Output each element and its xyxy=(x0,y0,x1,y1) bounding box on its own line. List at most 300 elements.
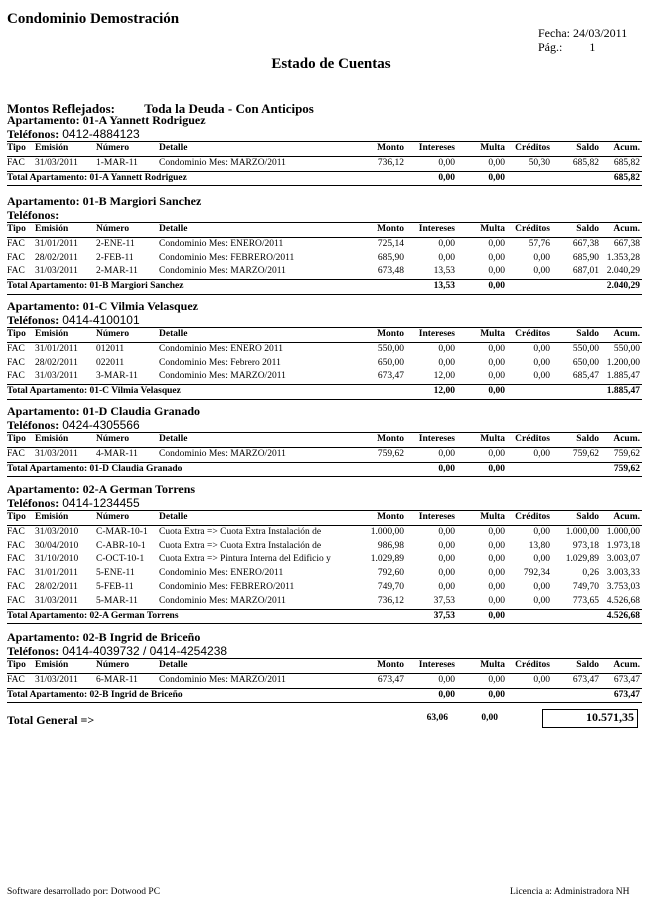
column-header-intereses: Intereses xyxy=(418,512,455,522)
cell-creditos: 792,34 xyxy=(523,568,550,579)
cell-emision: 31/03/2010 xyxy=(35,526,79,537)
phones-label: Teléfonos: xyxy=(7,127,60,141)
table-row xyxy=(7,595,642,609)
apartment-section xyxy=(7,195,642,295)
cell-acum: 3.003,33 xyxy=(606,568,640,579)
cell-acum: 3.003,07 xyxy=(606,554,640,565)
table-header xyxy=(7,510,642,526)
cell-detalle: Condominio Mes: MARZO/2011 xyxy=(159,595,286,606)
apartment-total-row xyxy=(7,171,642,187)
column-header-monto: Monto xyxy=(377,512,404,522)
cell-monto: 759,62 xyxy=(377,448,404,459)
cell-multa: 0,00 xyxy=(488,540,505,551)
cell-numero: 012011 xyxy=(96,343,125,354)
cell-creditos: 0,00 xyxy=(533,266,550,277)
cell-saldo: 1.029,89 xyxy=(565,554,599,565)
apartment-total-row xyxy=(7,609,642,625)
column-header-creditos: Créditos xyxy=(515,224,550,234)
cell-emision: 31/01/2011 xyxy=(35,343,78,354)
cell-multa: 0,00 xyxy=(488,343,505,354)
phones-value: 0414-4039732 / 0414-4254238 xyxy=(62,644,228,658)
column-header-detalle: Detalle xyxy=(159,143,188,153)
column-header-saldo: Saldo xyxy=(576,143,599,153)
apartment-total-row xyxy=(7,384,642,400)
column-header-saldo: Saldo xyxy=(576,660,599,670)
cell-intereses: 12,00 xyxy=(433,371,455,382)
total-label: Total Apartamento: 01-A Yannett Rodriguez xyxy=(7,172,187,183)
column-header-multa: Multa xyxy=(480,143,505,153)
cell-emision: 31/03/2011 xyxy=(35,595,78,606)
cell-creditos: 0,00 xyxy=(533,554,550,565)
cell-saldo: 650,00 xyxy=(572,357,599,368)
table-row xyxy=(7,265,642,279)
cell-emision: 31/03/2011 xyxy=(35,266,78,277)
apartment-phones xyxy=(7,127,642,141)
cell-acum: 3.753,03 xyxy=(606,581,640,592)
cell-tipo: FAC xyxy=(7,357,25,368)
cell-monto: 673,47 xyxy=(377,371,404,382)
cell-detalle: Condominio Mes: ENERO/2011 xyxy=(159,568,284,579)
cell-intereses: 0,00 xyxy=(438,674,455,685)
cell-multa: 0,00 xyxy=(488,252,505,263)
cell-intereses: 0,00 xyxy=(438,238,455,249)
cell-multa: 0,00 xyxy=(488,266,505,277)
apartment-title: Apartamento: 01-D Claudia Granado xyxy=(7,404,201,418)
table-header xyxy=(7,327,642,343)
apartment-title: Apartamento: 01-C Vilmia Velasquez xyxy=(7,299,198,313)
cell-intereses: 0,00 xyxy=(438,581,455,592)
cell-tipo: FAC xyxy=(7,266,25,277)
table-header xyxy=(7,658,642,674)
cell-numero: 2-MAR-11 xyxy=(96,266,138,277)
total-general-label: Total General => xyxy=(7,713,95,727)
apartment-section xyxy=(7,631,642,703)
column-header-tipo: Tipo xyxy=(7,660,26,670)
phones-label: Teléfonos: xyxy=(7,208,60,222)
column-header-monto: Monto xyxy=(377,660,404,670)
cell-acum: 1.973,18 xyxy=(606,540,640,551)
column-header-intereses: Intereses xyxy=(418,660,455,670)
total-intereses: 0,00 xyxy=(438,463,455,474)
cell-saldo: 0,26 xyxy=(582,568,599,579)
cell-numero: C-OCT-10-1 xyxy=(96,554,145,565)
column-header-multa: Multa xyxy=(480,329,505,339)
column-header-creditos: Créditos xyxy=(515,329,550,339)
cell-numero: 6-MAR-11 xyxy=(96,674,138,685)
cell-tipo: FAC xyxy=(7,448,25,459)
table-row xyxy=(7,567,642,581)
cell-creditos: 0,00 xyxy=(533,674,550,685)
page-label: Pág.: xyxy=(538,40,563,54)
total-multa: 0,00 xyxy=(488,689,505,700)
cell-acum: 759,62 xyxy=(613,448,640,459)
total-label: Total Apartamento: 02-B Ingrid de Briceño xyxy=(7,689,183,700)
cell-monto: 736,12 xyxy=(377,595,404,606)
column-header-numero: Número xyxy=(96,512,130,522)
column-header-acum: Acum. xyxy=(613,512,640,522)
cell-detalle: Condominio Mes: Febrero 2011 xyxy=(159,357,281,368)
column-header-acum: Acum. xyxy=(613,329,640,339)
cell-tipo: FAC xyxy=(7,371,25,382)
cell-numero: C-ABR-10-1 xyxy=(96,540,146,551)
total-multa: 0,00 xyxy=(488,172,505,183)
column-header-detalle: Detalle xyxy=(159,512,188,522)
apartment-total-row xyxy=(7,279,642,295)
montos-value: Toda la Deuda - Con Anticipos xyxy=(144,101,314,116)
cell-tipo: FAC xyxy=(7,540,25,551)
total-intereses: 0,00 xyxy=(438,172,455,183)
table-row xyxy=(7,448,642,462)
cell-monto: 725,14 xyxy=(377,238,404,249)
apartment-total-row xyxy=(7,688,642,704)
date-value: 24/03/2011 xyxy=(573,26,628,40)
cell-multa: 0,00 xyxy=(488,568,505,579)
cell-monto: 986,98 xyxy=(377,540,404,551)
cell-detalle: Condominio Mes: ENERO/2011 xyxy=(159,238,284,249)
cell-detalle: Condominio Mes: MARZO/2011 xyxy=(159,448,286,459)
total-general-multa: 0,00 xyxy=(481,713,498,723)
cell-emision: 28/02/2011 xyxy=(35,581,78,592)
cell-intereses: 0,00 xyxy=(438,357,455,368)
cell-emision: 28/02/2011 xyxy=(35,252,78,263)
cell-tipo: FAC xyxy=(7,568,25,579)
footer-license: Licencia a: Administradora NH xyxy=(510,887,630,897)
phones-label: Teléfonos: xyxy=(7,644,60,658)
apartment-total-row xyxy=(7,462,642,478)
cell-intereses: 0,00 xyxy=(438,526,455,537)
column-header-intereses: Intereses xyxy=(418,329,455,339)
apartment-section xyxy=(7,483,642,624)
company-name: Condominio Demostración xyxy=(7,11,180,27)
cell-monto: 749,70 xyxy=(377,581,404,592)
total-acum: 4.526,68 xyxy=(606,610,640,621)
cell-creditos: 0,00 xyxy=(533,357,550,368)
cell-intereses: 0,00 xyxy=(438,448,455,459)
cell-multa: 0,00 xyxy=(488,526,505,537)
column-header-numero: Número xyxy=(96,434,130,444)
column-header-tipo: Tipo xyxy=(7,329,26,339)
cell-saldo: 667,38 xyxy=(572,238,599,249)
phones-label: Teléfonos: xyxy=(7,313,60,327)
cell-multa: 0,00 xyxy=(488,371,505,382)
total-label: Total Apartamento: 01-C Vilmia Velasquez xyxy=(7,386,181,397)
montos-label: Montos Reflejados: xyxy=(7,101,115,116)
table-row xyxy=(7,357,642,371)
apartment-title: Apartamento: 01-A Yannett Rodriguez xyxy=(7,113,206,127)
table-row xyxy=(7,157,642,171)
phones-label: Teléfonos: xyxy=(7,418,60,432)
cell-acum: 4.526,68 xyxy=(606,595,640,606)
table-row xyxy=(7,581,642,595)
cell-acum: 2.040,29 xyxy=(606,266,640,277)
cell-tipo: FAC xyxy=(7,581,25,592)
column-header-monto: Monto xyxy=(377,434,404,444)
cell-acum: 550,00 xyxy=(613,343,640,354)
cell-detalle: Condominio Mes: MARZO/2011 xyxy=(159,157,286,168)
column-header-creditos: Créditos xyxy=(515,512,550,522)
cell-saldo: 685,82 xyxy=(572,157,599,168)
column-header-detalle: Detalle xyxy=(159,329,188,339)
cell-creditos: 0,00 xyxy=(533,581,550,592)
cell-creditos: 13,80 xyxy=(528,540,550,551)
cell-detalle: Condominio Mes: ENERO 2011 xyxy=(159,343,283,354)
column-header-numero: Número xyxy=(96,329,130,339)
column-header-saldo: Saldo xyxy=(576,434,599,444)
column-header-intereses: Intereses xyxy=(418,143,455,153)
cell-numero: C-MAR-10-1 xyxy=(96,526,148,537)
cell-saldo: 973,18 xyxy=(572,540,599,551)
cell-intereses: 0,00 xyxy=(438,554,455,565)
cell-emision: 31/03/2011 xyxy=(35,674,78,685)
table-row xyxy=(7,526,642,540)
cell-intereses: 13,53 xyxy=(433,266,455,277)
cell-intereses: 0,00 xyxy=(438,568,455,579)
column-header-saldo: Saldo xyxy=(576,512,599,522)
cell-multa: 0,00 xyxy=(488,595,505,606)
cell-tipo: FAC xyxy=(7,595,25,606)
table-row xyxy=(7,343,642,357)
cell-intereses: 0,00 xyxy=(438,157,455,168)
cell-tipo: FAC xyxy=(7,674,25,685)
total-label: Total Apartamento: 01-B Margiori Sanchez xyxy=(7,281,184,292)
cell-multa: 0,00 xyxy=(488,357,505,368)
cell-saldo: 773,65 xyxy=(572,595,599,606)
cell-acum: 1.200,00 xyxy=(606,357,640,368)
cell-acum: 1.000,00 xyxy=(606,526,640,537)
cell-emision: 31/03/2011 xyxy=(35,157,78,168)
column-header-intereses: Intereses xyxy=(418,224,455,234)
total-multa: 0,00 xyxy=(488,610,505,621)
apartment-section xyxy=(7,114,642,186)
apartment-section xyxy=(7,300,642,400)
cell-intereses: 0,00 xyxy=(438,343,455,354)
cell-creditos: 57,76 xyxy=(528,238,550,249)
column-header-tipo: Tipo xyxy=(7,434,26,444)
column-header-monto: Monto xyxy=(377,143,404,153)
column-header-emision: Emisión xyxy=(35,224,69,234)
apartment-title: Apartamento: 02-A German Torrens xyxy=(7,482,196,496)
column-header-multa: Multa xyxy=(480,224,505,234)
cell-monto: 736,12 xyxy=(377,157,404,168)
page-number xyxy=(538,40,595,55)
cell-monto: 673,48 xyxy=(377,266,404,277)
cell-detalle: Condominio Mes: FEBRERO/2011 xyxy=(159,581,295,592)
column-header-emision: Emisión xyxy=(35,329,69,339)
cell-emision: 31/10/2010 xyxy=(35,554,79,565)
total-multa: 0,00 xyxy=(488,386,505,397)
cell-detalle: Condominio Mes: FEBRERO/2011 xyxy=(159,252,295,263)
apartment-title: Apartamento: 02-B Ingrid de Briceño xyxy=(7,630,201,644)
column-header-creditos: Créditos xyxy=(515,143,550,153)
table-header xyxy=(7,222,642,238)
cell-creditos: 0,00 xyxy=(533,448,550,459)
column-header-emision: Emisión xyxy=(35,143,69,153)
column-header-monto: Monto xyxy=(377,224,404,234)
cell-creditos: 0,00 xyxy=(533,526,550,537)
cell-numero: 5-ENE-11 xyxy=(96,568,135,579)
apartment-section xyxy=(7,405,642,477)
footer-software: Software desarrollado por: Dotwood PC xyxy=(7,887,161,897)
column-header-emision: Emisión xyxy=(35,512,69,522)
total-acum: 2.040,29 xyxy=(606,281,640,292)
cell-emision: 31/03/2011 xyxy=(35,448,78,459)
cell-acum: 685,82 xyxy=(613,157,640,168)
column-header-multa: Multa xyxy=(480,434,505,444)
table-header xyxy=(7,141,642,157)
cell-acum: 667,38 xyxy=(613,238,640,249)
column-header-multa: Multa xyxy=(480,660,505,670)
cell-creditos: 0,00 xyxy=(533,343,550,354)
column-header-intereses: Intereses xyxy=(418,434,455,444)
total-general-intereses: 63,06 xyxy=(426,713,448,723)
cell-saldo: 673,47 xyxy=(572,674,599,685)
apartment-phones xyxy=(7,208,642,222)
total-label: Total Apartamento: 02-A German Torrens xyxy=(7,610,179,621)
cell-saldo: 1.000,00 xyxy=(565,526,599,537)
cell-monto: 1.029,89 xyxy=(370,554,404,565)
total-acum: 759,62 xyxy=(613,463,640,474)
cell-detalle: Condominio Mes: MARZO/2011 xyxy=(159,266,286,277)
total-intereses: 13,53 xyxy=(433,281,455,292)
cell-saldo: 687,01 xyxy=(572,266,599,277)
total-acum: 673,47 xyxy=(613,689,640,700)
apartment-title: Apartamento: 01-B Margiori Sanchez xyxy=(7,194,202,208)
table-row xyxy=(7,553,642,567)
total-label: Total Apartamento: 01-D Claudia Granado xyxy=(7,463,183,474)
cell-monto: 792,60 xyxy=(377,568,404,579)
phones-value: 0424-4305566 xyxy=(62,418,140,432)
cell-saldo: 749,70 xyxy=(572,581,599,592)
column-header-acum: Acum. xyxy=(613,434,640,444)
cell-saldo: 685,90 xyxy=(572,252,599,263)
cell-multa: 0,00 xyxy=(488,581,505,592)
cell-multa: 0,00 xyxy=(488,238,505,249)
column-header-monto: Monto xyxy=(377,329,404,339)
page-value: 1 xyxy=(589,40,596,54)
apartment-phones xyxy=(7,644,642,658)
total-multa: 0,00 xyxy=(488,463,505,474)
table-row xyxy=(7,370,642,384)
cell-monto: 650,00 xyxy=(377,357,404,368)
column-header-acum: Acum. xyxy=(613,143,640,153)
cell-numero: 5-FEB-11 xyxy=(96,581,134,592)
cell-monto: 1.000,00 xyxy=(370,526,404,537)
report-date xyxy=(538,26,627,41)
phones-label: Teléfonos: xyxy=(7,496,60,510)
cell-emision: 31/01/2011 xyxy=(35,568,78,579)
cell-tipo: FAC xyxy=(7,343,25,354)
total-intereses: 37,53 xyxy=(433,610,455,621)
total-general-acum: 10.571,35 xyxy=(586,710,634,724)
column-header-acum: Acum. xyxy=(613,660,640,670)
apartment-phones xyxy=(7,418,642,432)
cell-emision: 30/04/2010 xyxy=(35,540,79,551)
cell-multa: 0,00 xyxy=(488,157,505,168)
cell-tipo: FAC xyxy=(7,238,25,249)
cell-saldo: 685,47 xyxy=(572,371,599,382)
cell-tipo: FAC xyxy=(7,252,25,263)
column-header-emision: Emisión xyxy=(35,434,69,444)
cell-multa: 0,00 xyxy=(488,448,505,459)
cell-acum: 673,47 xyxy=(613,674,640,685)
cell-multa: 0,00 xyxy=(488,674,505,685)
total-intereses: 0,00 xyxy=(438,689,455,700)
total-acum: 685,82 xyxy=(613,172,640,183)
cell-detalle: Cuota Extra => Cuota Extra Instalación de xyxy=(159,526,322,537)
cell-saldo: 550,00 xyxy=(572,343,599,354)
cell-emision: 31/03/2011 xyxy=(35,371,78,382)
column-header-detalle: Detalle xyxy=(159,224,188,234)
table-row xyxy=(7,238,642,252)
total-multa: 0,00 xyxy=(488,281,505,292)
cell-acum: 1.353,28 xyxy=(606,252,640,263)
cell-monto: 550,00 xyxy=(377,343,404,354)
table-row xyxy=(7,674,642,688)
cell-intereses: 0,00 xyxy=(438,252,455,263)
column-header-tipo: Tipo xyxy=(7,143,26,153)
phones-value: 0412-4884123 xyxy=(62,127,140,141)
cell-monto: 673,47 xyxy=(377,674,404,685)
report-title: Estado de Cuentas xyxy=(271,56,391,72)
phones-value: 0414-1234455 xyxy=(62,496,140,510)
apartment-phones xyxy=(7,496,642,510)
column-header-tipo: Tipo xyxy=(7,512,26,522)
cell-emision: 28/02/2011 xyxy=(35,357,78,368)
phones-value: 0414-4100101 xyxy=(62,313,140,327)
cell-numero: 022011 xyxy=(96,357,125,368)
cell-detalle: Condominio Mes: MARZO/2011 xyxy=(159,674,286,685)
column-header-tipo: Tipo xyxy=(7,224,26,234)
column-header-acum: Acum. xyxy=(613,224,640,234)
table-row xyxy=(7,540,642,554)
cell-saldo: 759,62 xyxy=(572,448,599,459)
cell-multa: 0,00 xyxy=(488,554,505,565)
cell-numero: 2-FEB-11 xyxy=(96,252,134,263)
cell-numero: 5-MAR-11 xyxy=(96,595,138,606)
total-acum: 1.885,47 xyxy=(606,386,640,397)
cell-emision: 31/01/2011 xyxy=(35,238,78,249)
cell-detalle: Condominio Mes: MARZO/2011 xyxy=(159,371,286,382)
column-header-numero: Número xyxy=(96,224,130,234)
column-header-detalle: Detalle xyxy=(159,660,188,670)
column-header-numero: Número xyxy=(96,143,130,153)
total-intereses: 12,00 xyxy=(433,386,455,397)
cell-intereses: 37,53 xyxy=(433,595,455,606)
date-label: Fecha: xyxy=(538,26,570,40)
column-header-multa: Multa xyxy=(480,512,505,522)
cell-numero: 4-MAR-11 xyxy=(96,448,138,459)
column-header-emision: Emisión xyxy=(35,660,69,670)
column-header-saldo: Saldo xyxy=(576,224,599,234)
cell-numero: 3-MAR-11 xyxy=(96,371,138,382)
cell-creditos: 0,00 xyxy=(533,371,550,382)
cell-numero: 1-MAR-11 xyxy=(96,157,138,168)
cell-intereses: 0,00 xyxy=(438,540,455,551)
cell-numero: 2-ENE-11 xyxy=(96,238,135,249)
cell-tipo: FAC xyxy=(7,554,25,565)
column-header-creditos: Créditos xyxy=(515,660,550,670)
cell-creditos: 0,00 xyxy=(533,252,550,263)
cell-creditos: 50,30 xyxy=(528,157,550,168)
table-header xyxy=(7,432,642,448)
cell-detalle: Cuota Extra => Cuota Extra Instalación de xyxy=(159,540,322,551)
table-row xyxy=(7,252,642,266)
cell-monto: 685,90 xyxy=(377,252,404,263)
apartment-phones xyxy=(7,313,642,327)
column-header-creditos: Créditos xyxy=(515,434,550,444)
cell-acum: 1.885,47 xyxy=(606,371,640,382)
column-header-numero: Número xyxy=(96,660,130,670)
